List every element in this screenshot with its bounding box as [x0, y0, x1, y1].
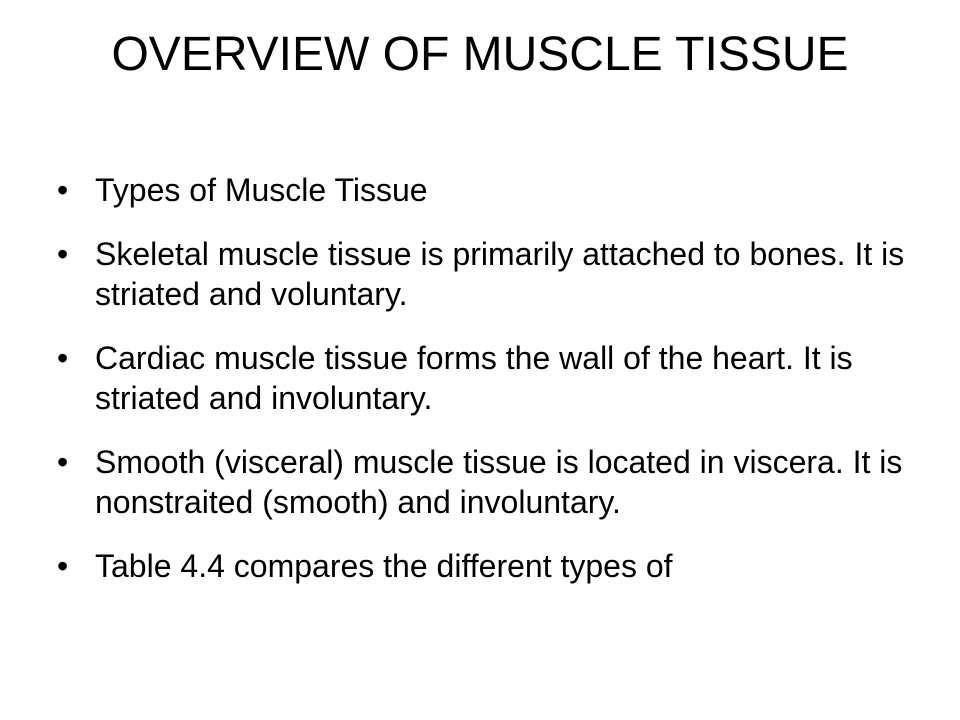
bullet-icon: • [57, 236, 69, 272]
bullet-icon: • [57, 340, 69, 376]
bullet-list [0, 170, 960, 610]
bullet-item [0, 170, 960, 210]
bullet-icon: • [57, 172, 69, 208]
bullet-text: Types of Muscle Tissue [95, 172, 428, 208]
bullet-item [0, 234, 960, 314]
bullet-item [0, 338, 960, 418]
bullet-text: Table 4.4 compares the different types of [95, 548, 673, 584]
bullet-icon: • [57, 444, 69, 480]
bullet-text: Smooth (visceral) muscle tissue is located in viscera. It is nonstraited (smooth) and involuntary. [95, 444, 903, 520]
bullet-text: Cardiac muscle tissue forms the wall of the heart. It is striated and involuntary. [95, 340, 853, 416]
bullet-item [0, 546, 960, 586]
slide-title: OVERVIEW OF MUSCLE TISSUE [111, 28, 849, 81]
bullet-item [0, 442, 960, 522]
bullet-icon: • [57, 548, 69, 584]
bullet-text: Skeletal muscle tissue is primarily attached to bones. It is striated and voluntary. [95, 236, 905, 312]
